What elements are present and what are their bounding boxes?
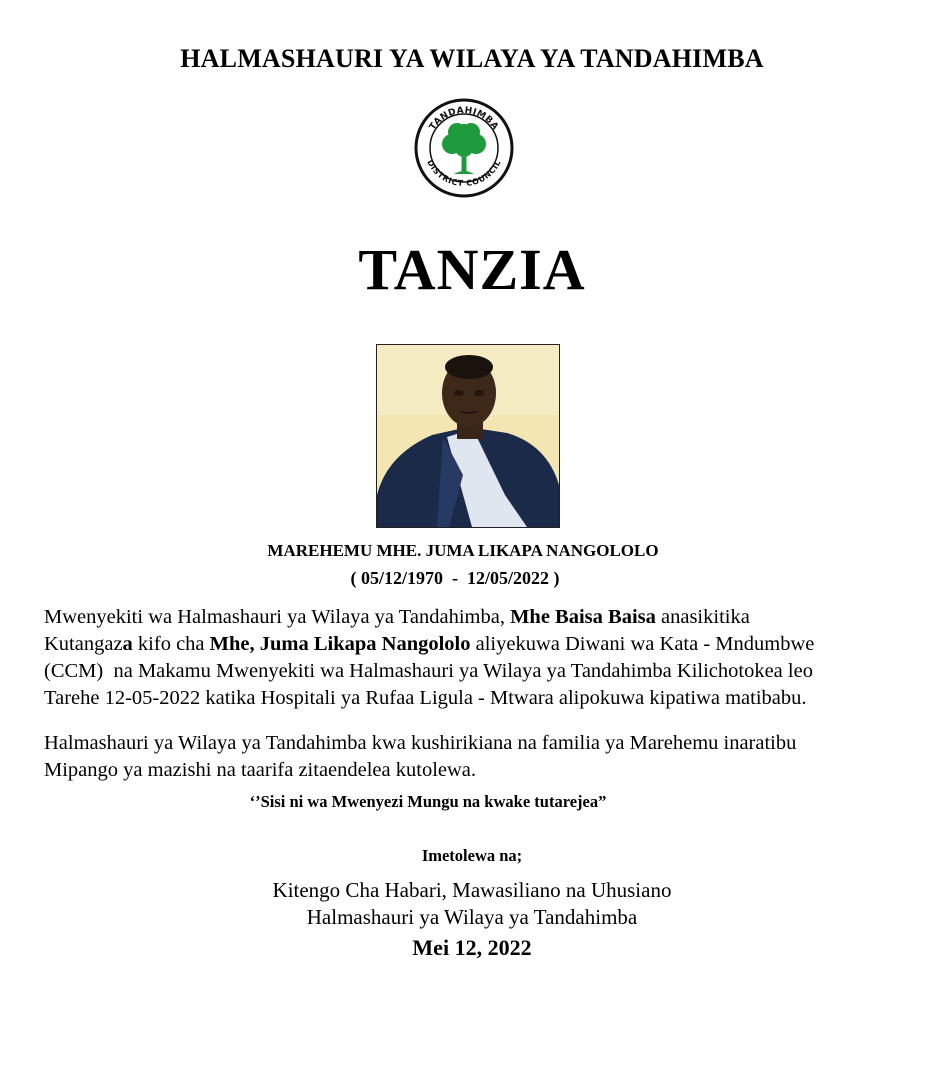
paragraph-line [44,604,814,631]
issuer-council: Halmashauri ya Wilaya ya Tandahimba [306,905,638,929]
paragraph-line: Tarehe 12-05-2022 katika Hospitali ya Rufaa Ligula - Mtwara alipokuwa kipatiwa matibabu. [44,687,807,709]
text-run: kifo cha [132,633,210,655]
svg-text:TANDAHIMBA: TANDAHIMBA [427,105,501,133]
chairman-name: Mhe Baisa Baisa [510,606,656,628]
announcement-paragraph [44,604,814,712]
text-run: aliyekuwa Diwani wa Kata - Mndumbwe [470,633,815,655]
arrangements-paragraph [44,730,796,784]
notice-title: TANZIA [358,237,586,302]
issue-date: Mei 12, 2022 [412,935,532,960]
svg-text:DISTRICT COUNCIL: DISTRICT COUNCIL [425,158,503,189]
issuer-office: Kitengo Cha Habari, Mawasiliano na Uhusiano [272,878,672,902]
text-run: Kutangaz [44,633,123,655]
condolence-quote: ‘’Sisi ni wa Mwenyezi Mungu na kwake tutarejea” [249,792,607,811]
paragraph-line [44,631,814,658]
issued-by-label: Imetolewa na; [421,846,523,865]
deceased-name: MAREHEMU MHE. JUMA LIKAPA NANGOLOLO [267,541,659,560]
deceased-photo [376,344,560,528]
life-dates: ( 05/12/1970 - 12/05/2022 ) [350,568,560,588]
district-council-logo [412,96,516,200]
text-run-bold: a [122,633,133,655]
paragraph-line: Mipango ya mazishi na taarifa zitaendelea kutolewa. [44,759,477,781]
text-run: Mwenyekiti wa Halmashauri ya Wilaya ya Tandahimba, [44,606,511,628]
paragraph-line: Halmashauri ya Wilaya ya Tandahimba kwa kushirikiana na familia ya Marehemu inaratibu [44,732,797,754]
text-run: anasikitika [655,606,750,628]
issuer-block [0,877,944,931]
paragraph-line: (CCM) na Makamu Mwenyekiti wa Halmashauri ya Wilaya ya Tandahimba Kilichotokea leo [44,660,813,682]
deceased-name-inline: Mhe, Juma Likapa Nangololo [209,633,471,655]
council-header: HALMASHAURI YA WILAYA YA TANDAHIMBA [180,44,764,73]
